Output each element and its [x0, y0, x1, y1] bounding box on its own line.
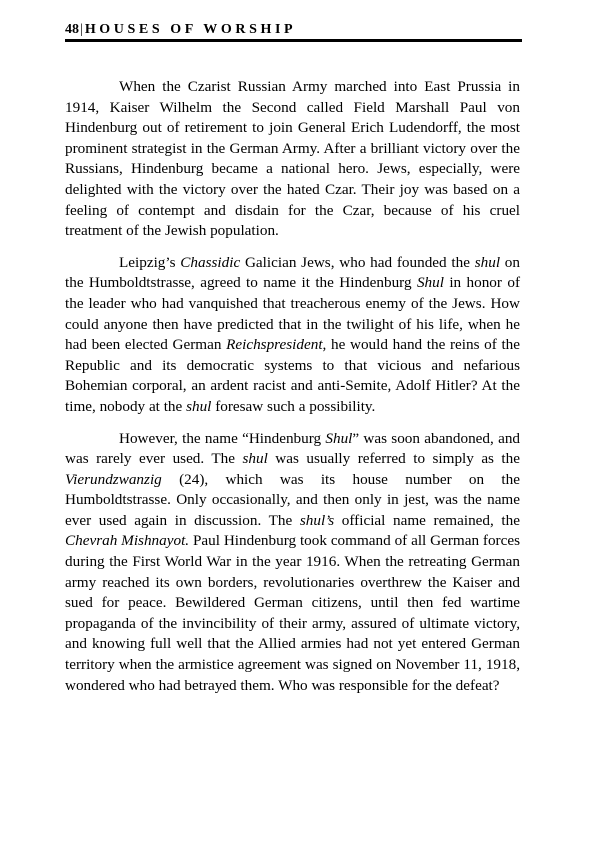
paragraph-text: was usually referred to simply as the	[267, 450, 520, 468]
italic-term: Reichspresident,	[226, 336, 327, 354]
paragraph-text: Paul Hindenburg took command of all German forces during the First World War in the year 1916. When the retreating German army reached its own borders, revolutionaries overthrew the Kaiser and sued for peace. Bewildered German citizens, until then fed wartime propaganda of the invincibility of their army, assured of ultimate victory, and knowing full well that the Allied armies had not yet entered German territory when the armistice agreement was signed on November 11, 1918, wondered who had betrayed them. Who was responsible for the defeat?	[65, 532, 521, 694]
running-title: HOUSES OF WORSHIP	[84, 22, 297, 37]
paragraph-text: ” was soon abandoned, and was rarely ever used. The	[65, 429, 521, 468]
italic-term: Vierundzwanzig	[65, 470, 162, 488]
body-text	[65, 77, 520, 707]
italic-term: Chassidic	[180, 253, 241, 271]
paragraph-1	[65, 77, 520, 242]
page-number: 48	[65, 22, 79, 37]
paragraph-text: on the Humboldtstrasse, agreed to name it the Hindenburg	[65, 253, 520, 292]
header-rule	[65, 39, 522, 42]
italic-term: shul’s	[299, 511, 335, 529]
paragraph-text: Leipzig’s	[119, 253, 181, 271]
italic-term: shul	[474, 253, 501, 271]
paragraph-text: Galician Jews, who had founded the	[240, 253, 475, 271]
paragraph-text: However, the name “Hindenburg	[119, 429, 326, 447]
italic-term: Shul	[416, 274, 444, 292]
italic-term: Chevrah Mishnayot.	[65, 532, 190, 550]
running-header	[65, 21, 522, 39]
italic-term: Shul	[325, 429, 353, 447]
paragraph-text: in honor of the leader who had vanquished that treacherous enemy of the Jews. How could anyone then have predicted that in the twilight of his life, when he had been elected German	[65, 274, 520, 354]
header-separator: |	[80, 22, 83, 37]
paragraph-text: When the Czarist Russian Army marched into East Prussia in 1914, Kaiser Wilhelm the Second called Field Marshall Paul von Hindenburg out of retirement to join General Erich Ludendorff, the most prominent strategist in the German Army. After a brilliant victory over the Russians, Hindenburg became a national hero. Jews, especially, were delighted with the victory over the hated Czar. Their joy was based on a feeling of contempt and disdain for the Czar, because of his cruel treatment of the Jewish population.	[65, 78, 520, 240]
paragraph-2	[65, 253, 520, 418]
paragraph-text: official name remained, the	[334, 511, 520, 529]
italic-term: shul	[242, 450, 268, 468]
italic-term: shul	[186, 397, 212, 415]
paragraph-text: (24), which was its house number on the Humboldtstrasse. Only occasionally, and then only in jest, was the name ever used again in discussion. The	[65, 470, 520, 529]
paragraph-text: he would hand the reins of the Republic and its democratic systems to that vicious and nefarious Bohemian corporal, an ardent racist and anti-Semite, Adolf Hitler? At the time, nobody at the	[65, 336, 521, 415]
paragraph-3	[65, 429, 520, 697]
paragraph-text: foresaw such a possibility.	[211, 397, 376, 415]
